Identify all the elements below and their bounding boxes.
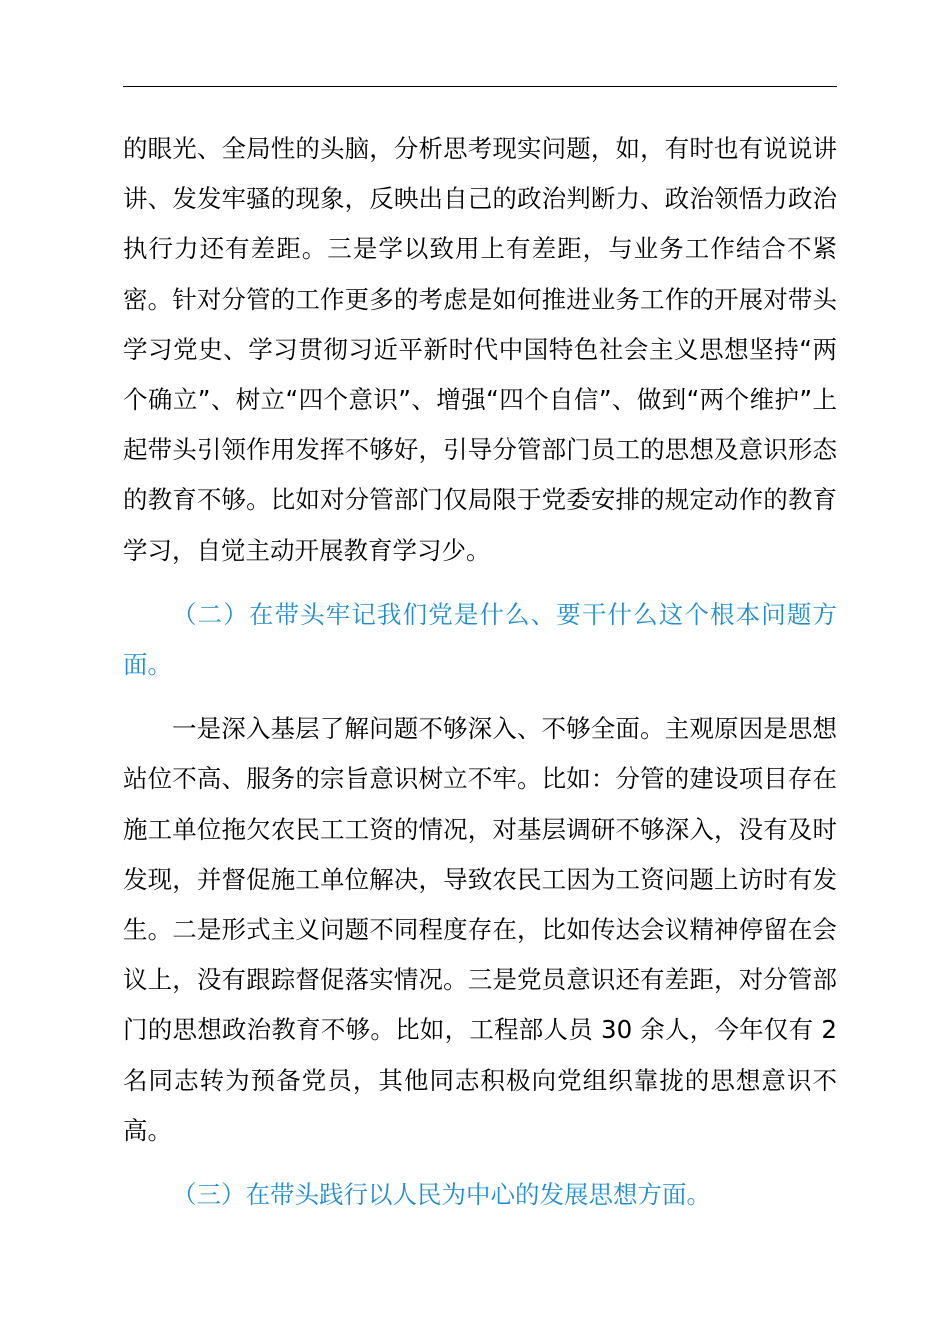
document-body [123,124,837,1220]
section-heading-2: （二）在带头牢记我们党是什么、要干什么这个根本问题方面。 [123,599,837,680]
section-heading-3: （三）在带头践行以人民为中心的发展思想方面。 [172,1180,711,1210]
header-rule [123,86,837,87]
body-paragraph-continued: 的眼光、全局性的头脑，分析思考现实问题，如，有时也有说说讲讲、发发牢骚的现象，反映出自己的政治判断力、政治领悟力政治执行力还有差距。三是学以致用上有差距，与业务工作结合不紧密。针对分管的工作更多的考虑是如何推进业务工作的开展对带头学习党史、学习贯彻习近平新时代中国特色社会主义思想坚持“两个确立”、树立“四个意识”、增强“四个自信”、做到“两个维护”上起带头引领作用发挥不够好，引导分管部门员工的思想及意识形态的教育不够。比如对分管部门仅局限于党委安排的规定动作的教育学习，自觉主动开展教育学习少。 [123,134,837,565]
body-paragraph-section-2: 一是深入基层了解问题不够深入、不够全面。主观原因是思想站位不高、服务的宗旨意识树立不牢。比如：分管的建设项目存在施工单位拖欠农民工工资的情况，对基层调研不够深入，没有及时发现，并督促施工单位解决，导致农民工因为工资问题上访时有发生。二是形式主义问题不同程度存在，比如传达会议精神停留在会议上，没有跟踪督促落实情况。三是党员意识还有差距，对分管部门的思想政治教育不够。比如，工程部人员 30 余人，今年仅有 2 名同志转为预备党员，其他同志积极向党组织靠拢的思想意识不高。 [123,714,837,1145]
